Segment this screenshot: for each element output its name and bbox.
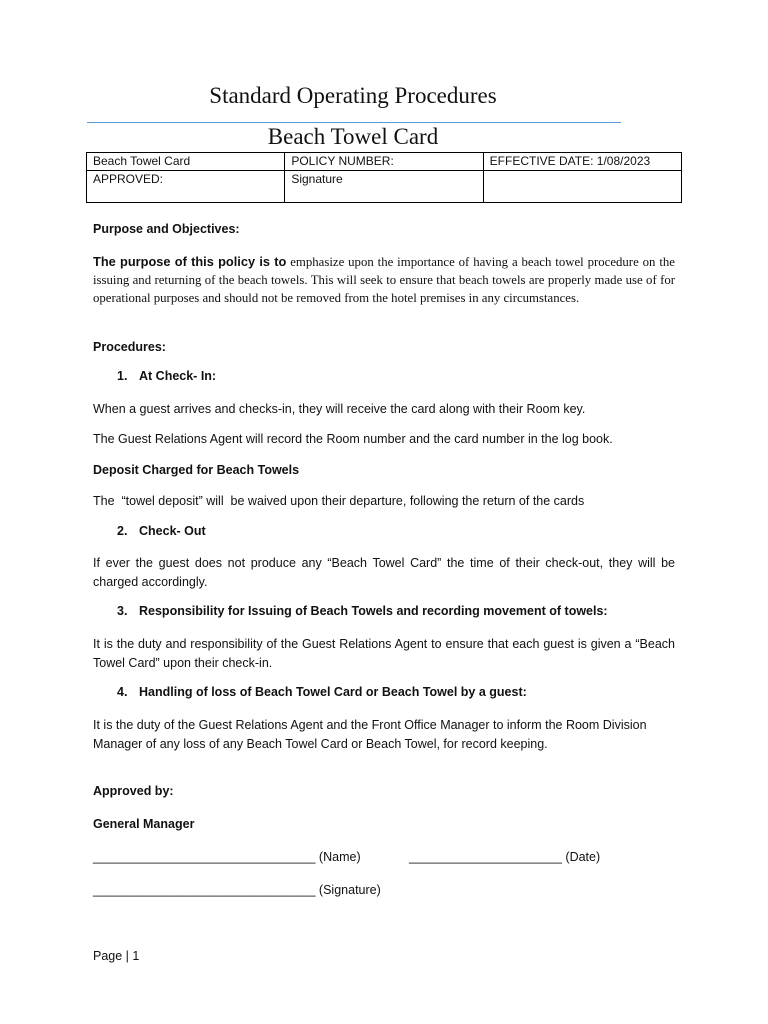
procedure-paragraph: It is the duty and responsibility of the Guest Relations Agent to ensure that each guest is given a “Beach Towel Card” upon their check-in. bbox=[93, 637, 675, 670]
policy-cell-number: POLICY NUMBER: bbox=[285, 153, 483, 171]
policy-cell-name: Beach Towel Card bbox=[87, 153, 285, 171]
step-2-heading bbox=[117, 524, 206, 538]
step-title: Handling of loss of Beach Towel Card or Beach Towel by a guest: bbox=[139, 685, 527, 699]
procedure-paragraph: If ever the guest does not produce any “Beach Towel Card” the time of their check-out, they will be charged accordingly. bbox=[93, 556, 675, 589]
purpose-heading: Purpose and Objectives: bbox=[93, 222, 240, 236]
title-divider bbox=[87, 122, 621, 123]
signature-line: ________________________________ (Signature) bbox=[93, 883, 381, 897]
document-title: Standard Operating Procedures bbox=[209, 83, 497, 108]
approved-by-heading: Approved by: bbox=[93, 784, 174, 798]
page-number: Page | 1 bbox=[93, 949, 140, 963]
deposit-paragraph: The “towel deposit” will be waived upon their departure, following the return of the cards bbox=[93, 494, 585, 508]
purpose-paragraph bbox=[93, 253, 675, 307]
procedure-paragraph: When a guest arrives and checks-in, they will receive the card along with their Room key. bbox=[93, 402, 586, 416]
step-1-heading bbox=[117, 369, 216, 383]
policy-cell-approved: APPROVED: bbox=[87, 171, 285, 203]
approver-role: General Manager bbox=[93, 817, 195, 831]
policy-cell-empty bbox=[483, 171, 681, 203]
name-line: ________________________________ (Name) bbox=[93, 850, 361, 864]
date-line: ______________________ (Date) bbox=[409, 850, 601, 864]
step-title: At Check- In: bbox=[139, 369, 217, 383]
step-title: Check- Out bbox=[139, 524, 206, 538]
policy-cell-effective-date: EFFECTIVE DATE: 1/08/2023 bbox=[483, 153, 681, 171]
step-number: 2. bbox=[117, 524, 128, 538]
step-title: Responsibility for Issuing of Beach Towels and recording movement of towels: bbox=[139, 604, 608, 618]
step-number: 4. bbox=[117, 685, 128, 699]
policy-table-row bbox=[87, 153, 682, 171]
document-subtitle: Beach Towel Card bbox=[267, 124, 439, 149]
procedures-heading: Procedures: bbox=[93, 340, 166, 354]
step-number: 1. bbox=[117, 369, 128, 383]
procedure-paragraph: The Guest Relations Agent will record the Room number and the card number in the log book. bbox=[93, 432, 613, 446]
deposit-heading: Deposit Charged for Beach Towels bbox=[93, 463, 300, 477]
step-number: 3. bbox=[117, 604, 128, 618]
policy-cell-signature: Signature bbox=[285, 171, 483, 203]
purpose-lead: The purpose of this policy is to bbox=[93, 254, 287, 269]
procedure-paragraph: It is the duty of the Guest Relations Agent and the Front Office Manager to inform the Room Division Manager of any loss of any Beach Towel Card or Beach Towel, for record keeping. bbox=[93, 718, 647, 751]
policy-table bbox=[86, 152, 682, 203]
step-4-heading bbox=[117, 685, 527, 699]
policy-table-row bbox=[87, 171, 682, 203]
step-3-heading bbox=[117, 604, 608, 618]
purpose-text: emphasize upon the importance of having a beach towel procedure on the issuing and returning of the beach towels. This will seek to ensure that beach towels are properly made use of for operational purposes and should not be removed from the hotel premises in any circumstances. bbox=[93, 255, 675, 305]
